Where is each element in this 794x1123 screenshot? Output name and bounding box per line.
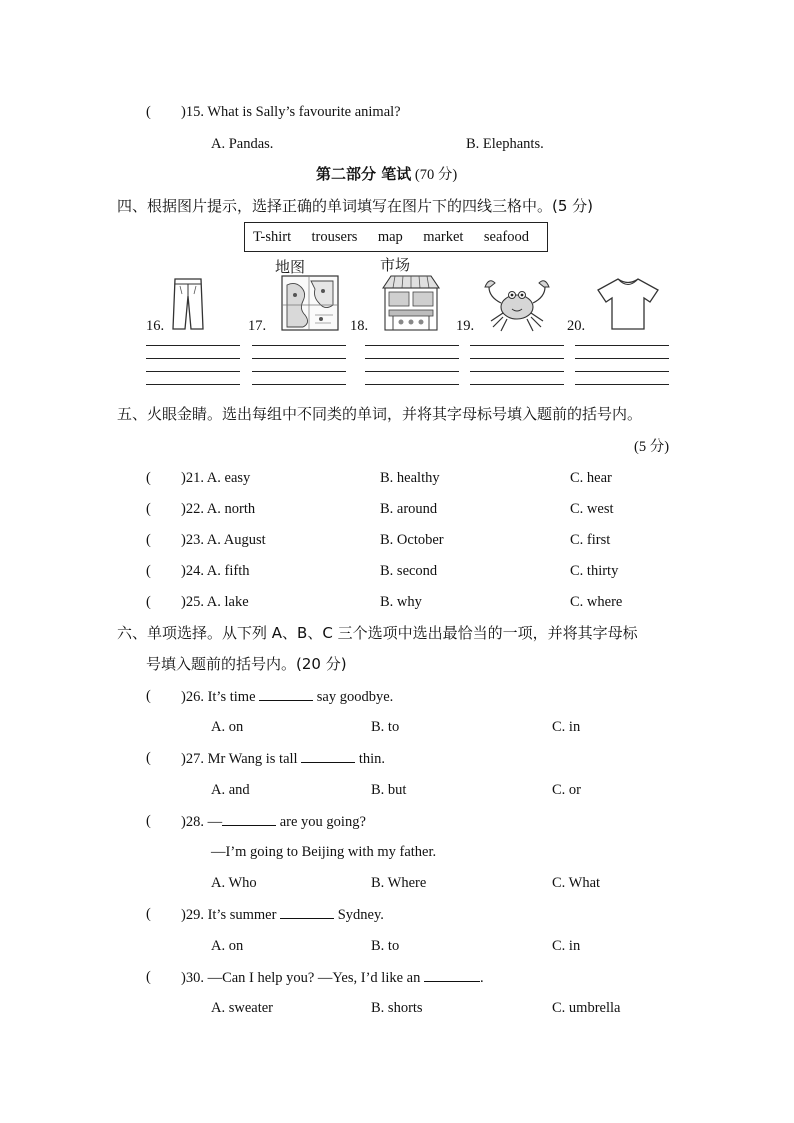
q28-answer-line: —I’m going to Beijing with my father. xyxy=(211,844,437,860)
picture-number-17: 17. xyxy=(248,318,267,334)
q27-option-c: C. or xyxy=(552,782,581,798)
word-bank-item: trousers xyxy=(311,228,358,245)
q22-option-b: B. around xyxy=(380,501,438,517)
q28-question xyxy=(181,812,366,831)
writing-lines-16[interactable] xyxy=(146,345,240,385)
map-icon xyxy=(281,275,339,331)
q26-option-b: B. to xyxy=(371,719,400,735)
part2-title: 第二部分 笔试 xyxy=(316,165,412,183)
q30-bracket[interactable]: ( xyxy=(146,969,151,985)
q22-number-option-a xyxy=(181,500,255,518)
writing-lines-19[interactable] xyxy=(470,345,564,385)
q23-option-b: B. October xyxy=(380,532,444,548)
q29-option-a: A. on xyxy=(211,938,244,954)
q26-stem-end: say goodbye. xyxy=(316,689,394,705)
q22-bracket[interactable]: ( xyxy=(146,501,151,517)
picture-number-18: 18. xyxy=(350,318,369,334)
q27-question xyxy=(181,749,385,768)
q28-blank[interactable] xyxy=(222,812,276,826)
q29-stem-end: Sydney. xyxy=(337,907,384,923)
q25-bracket[interactable]: ( xyxy=(146,594,151,610)
q25-number-option-a xyxy=(181,593,249,611)
q24-option-c: C. thirty xyxy=(570,563,619,579)
q15-option-a: A. Pandas. xyxy=(211,136,274,152)
map-caption: 地图 xyxy=(275,258,306,276)
q15-question: )15. What is Sally’s favourite animal? xyxy=(181,104,401,120)
q28-option-a: A. Who xyxy=(211,875,257,891)
q28-option-c: C. What xyxy=(552,875,601,891)
word-bank-item: seafood xyxy=(483,228,529,245)
writing-lines-18[interactable] xyxy=(365,345,459,385)
q21-number: )21. xyxy=(181,470,204,486)
picture-number-20: 20. xyxy=(567,318,586,334)
q21-option-a: A. easy xyxy=(206,470,251,486)
q25-option-a: A. lake xyxy=(206,594,249,610)
q23-bracket[interactable]: ( xyxy=(146,532,151,548)
q15-option-b: B. Elephants. xyxy=(466,136,544,152)
q30-option-b: B. shorts xyxy=(371,1000,423,1016)
word-bank-item: map xyxy=(377,228,403,245)
q24-option-a: A. fifth xyxy=(206,563,250,579)
q26-option-a: A. on xyxy=(211,719,244,735)
q24-number: )24. xyxy=(181,563,204,579)
q28-stem-start: )28. — xyxy=(181,814,223,830)
q23-number-option-a xyxy=(181,531,266,549)
q26-stem-start: )26. It’s time xyxy=(181,689,256,705)
q30-stem-start: )30. —Can I help you? —Yes, I’d like an xyxy=(181,970,421,986)
writing-lines-17[interactable] xyxy=(252,345,346,385)
crab-icon xyxy=(481,275,553,333)
q29-blank[interactable] xyxy=(280,905,334,919)
q21-bracket[interactable]: ( xyxy=(146,470,151,486)
q24-option-b: B. second xyxy=(380,563,438,579)
q29-stem-start: )29. It’s summer xyxy=(181,907,277,923)
section5-heading: 五、火眼金睛。选出每组中不同类的单词，并将其字母标号填入题前的括号内。 xyxy=(117,405,643,423)
q22-number: )22. xyxy=(181,501,204,517)
word-bank-item: T-shirt xyxy=(253,228,292,245)
market-caption: 市场 xyxy=(380,256,411,274)
writing-lines-20[interactable] xyxy=(575,345,669,385)
q30-question xyxy=(181,968,484,987)
q21-number-option-a xyxy=(181,469,250,487)
q25-option-b: B. why xyxy=(380,594,422,610)
q22-option-a: A. north xyxy=(206,501,256,517)
section6-heading-line2: 号填入题前的括号内。(20 分) xyxy=(146,655,347,673)
q26-option-c: C. in xyxy=(552,719,581,735)
q23-option-c: C. first xyxy=(570,532,611,548)
q28-stem-end: are you going? xyxy=(279,814,366,830)
q15-bracket[interactable]: ( xyxy=(146,104,151,120)
q21-option-b: B. healthy xyxy=(380,470,440,486)
q26-bracket[interactable]: ( xyxy=(146,688,151,704)
part2-score: (70 分) xyxy=(414,167,458,183)
q25-number: )25. xyxy=(181,594,204,610)
q30-blank[interactable] xyxy=(424,968,480,982)
q27-stem-start: )27. Mr Wang is tall xyxy=(181,751,298,767)
q22-option-c: C. west xyxy=(570,501,614,517)
q23-number: )23. xyxy=(181,532,204,548)
q27-blank[interactable] xyxy=(301,749,355,763)
q27-option-a: A. and xyxy=(211,782,250,798)
q30-option-c: C. umbrella xyxy=(552,1000,621,1016)
q27-bracket[interactable]: ( xyxy=(146,750,151,766)
q26-blank[interactable] xyxy=(259,687,313,701)
market-icon xyxy=(381,274,441,332)
section5-score: (5 分) xyxy=(634,439,670,455)
q29-option-c: C. in xyxy=(552,938,581,954)
q30-stem-end: . xyxy=(479,970,484,986)
q29-option-b: B. to xyxy=(371,938,400,954)
trousers-icon xyxy=(170,276,206,332)
word-bank-item: market xyxy=(423,228,464,245)
q23-option-a: A. August xyxy=(206,532,266,548)
q25-option-c: C. where xyxy=(570,594,623,610)
q27-stem-end: thin. xyxy=(358,751,386,767)
q26-question xyxy=(181,687,393,706)
q24-number-option-a xyxy=(181,562,249,580)
section6-heading-line1: 六、单项选择。从下列 A、B、C 三个选项中选出最恰当的一项，并将其字母标 xyxy=(117,624,638,642)
q28-bracket[interactable]: ( xyxy=(146,813,151,829)
tshirt-icon xyxy=(596,276,660,332)
q29-bracket[interactable]: ( xyxy=(146,906,151,922)
q27-option-b: B. but xyxy=(371,782,407,798)
q24-bracket[interactable]: ( xyxy=(146,563,151,579)
q30-option-a: A. sweater xyxy=(211,1000,274,1016)
word-bank xyxy=(244,222,548,252)
q29-question xyxy=(181,905,384,924)
q21-option-c: C. hear xyxy=(570,470,612,486)
q28-option-b: B. Where xyxy=(371,875,427,891)
picture-number-16: 16. xyxy=(146,318,165,334)
section4-heading: 四、根据图片提示，选择正确的单词填写在图片下的四线三格中。(5 分) xyxy=(117,197,594,215)
picture-number-19: 19. xyxy=(456,318,475,334)
